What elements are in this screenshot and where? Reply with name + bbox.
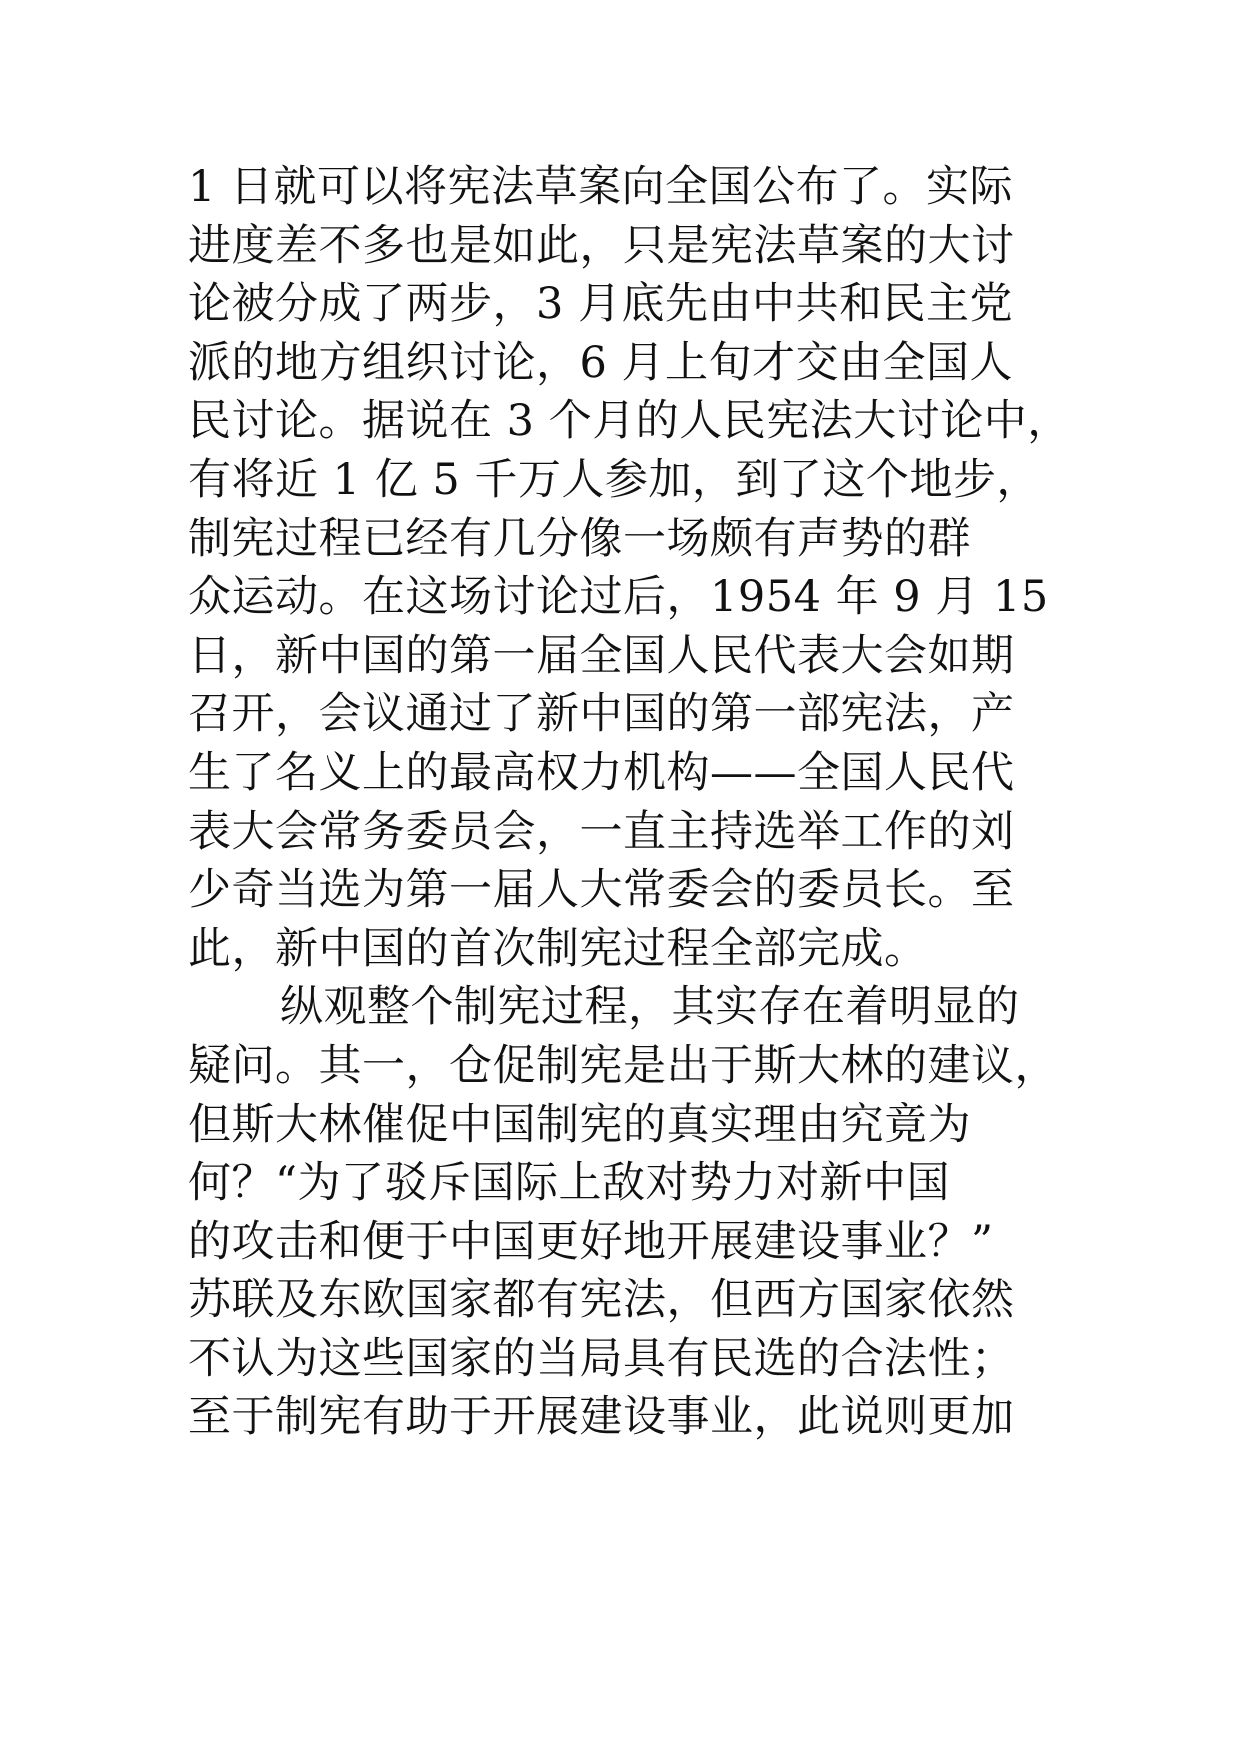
text-line: 苏联及东欧国家都有宪法，但西方国家依然 — [188, 1275, 1015, 1326]
text-line: 制宪过程已经有几分像一场颇有声势的群 — [188, 513, 971, 564]
text-line: 不认为这些国家的当局具有民选的合法性； — [188, 1333, 1015, 1384]
text-line: 日，新中国的第一届全国人民代表大会如期 — [188, 630, 1015, 681]
text-line: 但斯大林催促中国制宪的真实理由究竟为 — [188, 1099, 971, 1150]
text-line: 此，新中国的首次制宪过程全部完成。 — [188, 923, 928, 974]
text-line: 至于制宪有助于开展建设事业，此说则更加 — [188, 1392, 1015, 1443]
text-line: 疑问。其一，仓促制宪是出于斯大林的建议， — [188, 1040, 1058, 1091]
text-line: 少奇当选为第一届人大常委会的委员长。至 — [188, 865, 1015, 916]
text-line: 众运动。在这场讨论过后，1954 年 9 月 15 — [188, 572, 1049, 623]
text-line: 何？“为了驳斥国际上敌对势力对新中国 — [188, 1158, 950, 1209]
text-line: 生了名义上的最高权力机构——全国人民代 — [188, 747, 1015, 798]
text-line: 进度差不多也是如此，只是宪法草案的大讨 — [188, 220, 1015, 271]
text-line: 表大会常务委员会，一直主持选举工作的刘 — [188, 806, 1015, 857]
text-line: 论被分成了两步，3 月底先由中共和民主党 — [188, 279, 1014, 330]
text-line: 的攻击和便于中国更好地开展建设事业？” — [188, 1216, 994, 1267]
body-text — [188, 158, 1071, 1447]
text-line: 召开，会议通过了新中国的第一部宪法，产 — [188, 689, 1015, 740]
text-line: 派的地方组织讨论，6 月上旬才交由全国人 — [188, 337, 1014, 388]
text-line: 1 日就可以将宪法草案向全国公布了。实际 — [188, 162, 1014, 212]
text-line: 有将近 1 亿 5 千万人参加，到了这个地步， — [188, 454, 1040, 505]
paragraph-start-line: 纵观整个制宪过程，其实存在着明显的 — [280, 982, 1020, 1033]
text-line: 民讨论。据说在 3 个月的人民宪法大讨论中， — [188, 396, 1071, 447]
